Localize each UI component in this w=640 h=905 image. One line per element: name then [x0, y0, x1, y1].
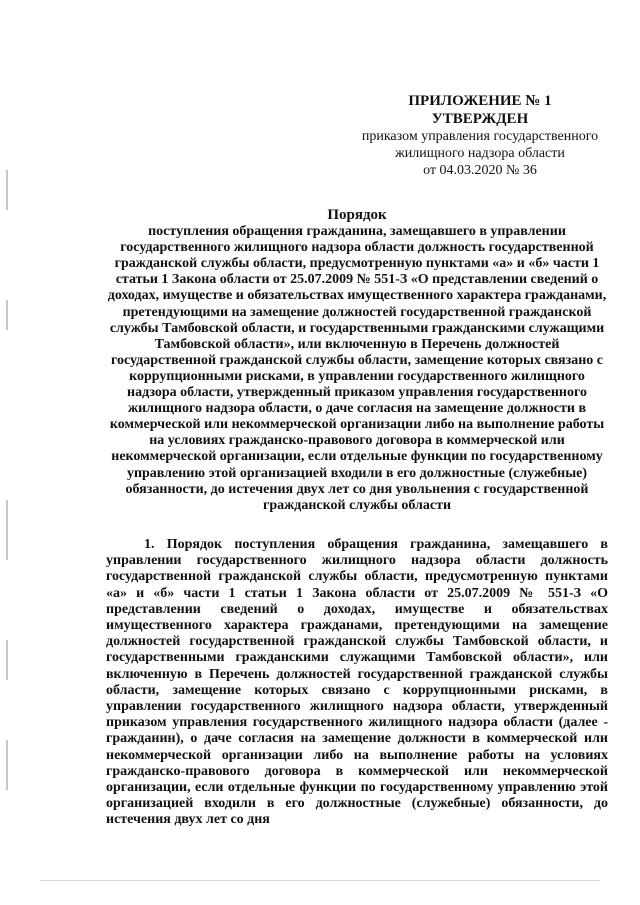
- approval-date-number: от 04.03.2020 № 36: [423, 163, 537, 178]
- title-heading: Порядок: [327, 207, 387, 223]
- document-title: [106, 207, 608, 514]
- title-text: поступления обращения гражданина, замещавшего в управлении государственного жилищного надзора области должность государственной гражданской службы области, предусмотренную пунктами «а» и «б» части 1 статьи 1 Закона области от 25.07.2009 № 551-З «О представлении сведений о доходах, имуществе и обязательствах имущественного характера гражданами, претендующими на замещение должностей государственной гражданской службы Тамбовской области, и государственными гражданскими служащими Тамбовской области», или включенную в Перечень должностей государственной гражданской службы области, замещение которых связано с коррупционными рисками, в управлении государственного жилищного надзора области, утвержденный приказом управления государственного жилищного надзора области, о даче согласия на замещение должности в коммерческой или некоммерческой организации либо на выполнение работы на условиях гражданско-правового договора в коммерческой или некоммерческой организации, если отдельные функции по государственному управлению этой организацией входили в его должностные (служебные) обязанности, до истечения двух лет со дня увольнения с государственной гражданской службы области: [107, 224, 607, 513]
- scan-edge-mark: [6, 170, 8, 210]
- scan-edge-mark: [6, 300, 8, 330]
- approval-order-line: приказом управления государственного: [361, 129, 599, 144]
- approval-authority-line: жилищного надзора области: [395, 146, 565, 161]
- scan-edge-mark: [6, 740, 8, 790]
- scan-edge-mark: [6, 500, 8, 560]
- approved-label: УТВЕРЖДЕН: [431, 111, 529, 127]
- approval-block: [345, 92, 615, 179]
- appendix-number: ПРИЛОЖЕНИЕ № 1: [408, 93, 552, 109]
- scan-edge-mark: [6, 640, 8, 680]
- scan-bottom-rule: [40, 880, 600, 881]
- paragraph-1: 1. Порядок поступления обращения гражданина, замещавшего в управлении государственного жилищного надзора области должность государственной гражданской службы области, предусмотренную пунктами «а» и «б» части 1 статьи 1 Закона области от 25.07.2009 № 551-З «О представлении сведений о доходах, имуществе и обязательствах имущественного характера гражданами, претендующими на замещение должностей государственной гражданской службы Тамбовской области, и государственными гражданскими служащими Тамбовской области», или включенную в Перечень должностей государственной гражданской службы области, замещение которых связано с коррупционными рисками, в управлении государственного жилищного надзора области, утвержденный приказом управления государственного жилищного надзора области (далее - гражданин), о даче согласия на замещение должности в коммерческой или некоммерческой организации либо на выполнение работы на условиях гражданско-правового договора в коммерческой или некоммерческой организации, если отдельные функции по государственному управлению этой организацией входили в его должностные (служебные) обязанности, до истечения двух лет со дня: [106, 537, 608, 828]
